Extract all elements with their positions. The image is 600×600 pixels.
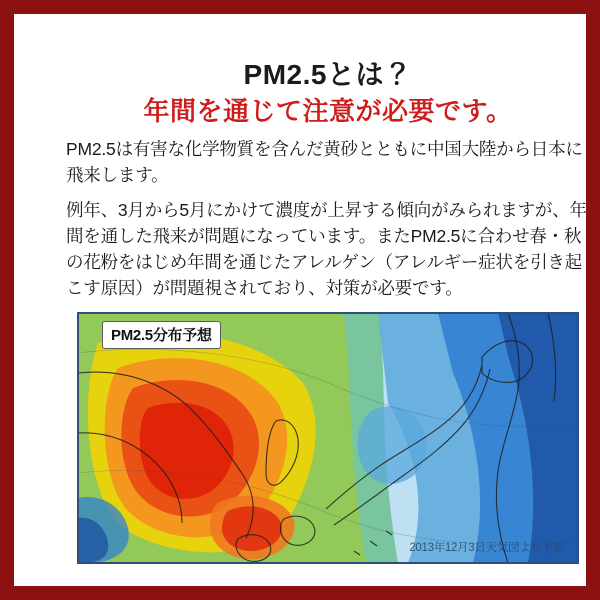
paragraph-1-text: PM2.5は有害な化学物質を含んだ黄砂とともに中国大陸から日本に飛来します。 — [66, 138, 583, 185]
inner-white-panel — [28, 28, 587, 572]
map-source-caption: 2013年12月3日天気図より予想 — [409, 542, 564, 555]
map-title-badge: PM2.5分布予想 — [102, 321, 221, 349]
paragraph-2-text: 例年、3月から5月にかけて濃度が上昇する傾向がみられますが、年間を通した飛来が問題になっています。またPM2.5に合わせ春・秋の花粉をはじめ年間を通じたアレルゲン（アレルギー症状を引き起こす原因）が問題視されており、対策が必要です。 — [66, 200, 587, 299]
content-column — [62, 52, 594, 564]
page-title: PM2.5とは？ — [243, 59, 413, 90]
page-subtitle: 年間を通じて注意が必要です。 — [143, 95, 513, 126]
body-paragraph-1 — [66, 137, 592, 189]
body-paragraph-2 — [66, 198, 592, 302]
pm25-distribution-map — [77, 312, 579, 564]
map-graphic — [78, 313, 578, 563]
